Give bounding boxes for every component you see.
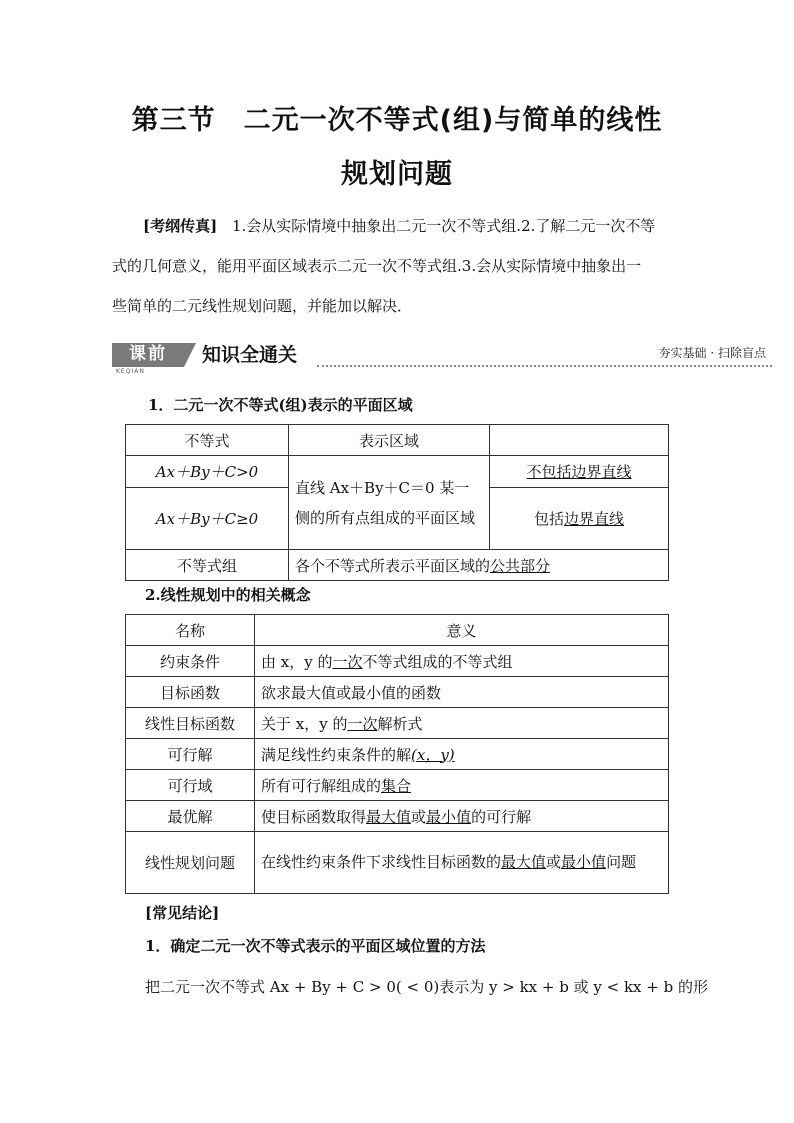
- header-inequality: 不等式: [126, 425, 289, 456]
- sec2-heading: 2.线性规划中的相关概念: [145, 586, 311, 604]
- meaning-pre: 由 x，y 的: [261, 652, 333, 671]
- header-empty: [490, 425, 669, 456]
- page-title-line2: 规划问题: [341, 159, 453, 190]
- concept-name: 线性规划问题: [126, 832, 255, 894]
- header-meaning: 意义: [255, 615, 669, 646]
- concept-meaning: [255, 739, 669, 770]
- meaning-pre: 使目标函数取得: [261, 807, 367, 826]
- table-row: [126, 708, 669, 739]
- meaning-pre: 满足线性约束条件的解: [261, 745, 412, 764]
- system-label: 不等式组: [126, 550, 289, 581]
- header-region: 表示区域: [289, 425, 490, 456]
- meaning-post: 解析式: [377, 714, 423, 733]
- conclusion-line: 把二元一次不等式 Ax + By + C > 0( < 0)表示为 y > kx + b 或 y < kx + b 的形: [145, 978, 708, 996]
- system-description: [289, 550, 669, 581]
- table-header-row: [126, 425, 669, 456]
- table-row: [126, 832, 669, 894]
- concept-name: 线性目标函数: [126, 708, 255, 739]
- concept-table: [125, 614, 669, 894]
- table-row: [126, 646, 669, 677]
- table-row: [126, 739, 669, 770]
- section-title: 知识全通关: [202, 344, 298, 366]
- table-row: [126, 456, 669, 488]
- meaning-underlined: (x，y): [411, 745, 455, 764]
- concept-meaning: [255, 801, 669, 832]
- include-boundary: [490, 488, 669, 550]
- section-badge-small: KEQIAN: [116, 368, 145, 375]
- system-desc-underlined: 公共部分: [490, 556, 551, 575]
- conclusion-tag: [常见结论]: [145, 904, 220, 922]
- concept-name: 约束条件: [126, 646, 255, 677]
- intro-line3: 些简单的二元线性规划问题，并能加以解决．: [112, 297, 413, 315]
- intro-text1: 1.会从实际情境中抽象出二元一次不等式组.2.了解二元一次不等: [231, 217, 656, 235]
- section-badge-arrow: [184, 343, 196, 367]
- meaning-pre: 关于 x，y 的: [261, 714, 348, 733]
- meaning-post: 不等式组成的不等式组: [362, 652, 513, 671]
- concept-meaning: [255, 708, 669, 739]
- meaning-mid: 或: [411, 807, 427, 826]
- meaning-pre: 欲求最大值或最小值的函数: [261, 683, 442, 702]
- section-subtitle: 夯实基础 · 扫除盲点: [658, 346, 766, 360]
- table-header-row: [126, 615, 669, 646]
- meaning-underlined: 一次: [332, 652, 363, 671]
- table-row: [126, 677, 669, 708]
- intro-tag: [考纲传真]: [143, 217, 218, 235]
- inequality-nonstrict: Ax＋By＋C≥0: [126, 488, 289, 550]
- concept-name: 目标函数: [126, 677, 255, 708]
- concept-name: 最优解: [126, 801, 255, 832]
- concept-meaning: [255, 832, 669, 894]
- include-boundary-pre: 包括: [533, 510, 564, 528]
- section-badge: 课前: [112, 343, 184, 367]
- inequality-strict: Ax＋By＋C>0: [126, 456, 289, 488]
- meaning-post: 问题: [606, 853, 637, 871]
- table-row: [126, 770, 669, 801]
- exclude-boundary-text: 不包括边界直线: [526, 463, 632, 481]
- intro-line1: [143, 206, 743, 246]
- table-row: [126, 550, 669, 581]
- meaning-post: 的可行解: [471, 807, 532, 826]
- meaning-underlined-2: 最小值: [426, 807, 472, 826]
- concept-name: 可行解: [126, 739, 255, 770]
- meaning-underlined-2: 最小值: [561, 853, 607, 871]
- exclude-boundary: [490, 456, 669, 488]
- section-bar: [112, 343, 772, 375]
- region-table: [125, 424, 669, 581]
- meaning-underlined: 最大值: [366, 807, 412, 826]
- meaning-pre: 在线性约束条件下求线性目标函数的: [261, 853, 502, 871]
- meaning-underlined: 最大值: [501, 853, 547, 871]
- concept-meaning: [255, 646, 669, 677]
- sec1-heading: 1．二元一次不等式(组)表示的平面区域: [148, 396, 413, 414]
- header-name: 名称: [126, 615, 255, 646]
- concept-meaning: [255, 770, 669, 801]
- concept-meaning: [255, 677, 669, 708]
- concept-name: 可行域: [126, 770, 255, 801]
- system-desc-pre: 各个不等式所表示平面区域的: [295, 556, 491, 575]
- region-description: 直线 Ax＋By＋C＝0 某一侧的所有点组成的平面区域: [289, 456, 490, 550]
- meaning-underlined: 集合: [381, 776, 412, 795]
- include-boundary-underlined: 边界直线: [564, 510, 625, 528]
- intro-line2: 式的几何意义，能用平面区域表示二元一次不等式组.3.会从实际情境中抽象出一: [112, 257, 642, 275]
- table-row: [126, 801, 669, 832]
- page-title-line1: 第三节 二元一次不等式(组)与简单的线性: [131, 105, 663, 136]
- conclusion-heading: 1．确定二元一次不等式表示的平面区域位置的方法: [145, 937, 486, 955]
- meaning-pre: 所有可行解组成的: [261, 776, 382, 795]
- section-divider: [317, 365, 772, 367]
- meaning-underlined: 一次: [347, 714, 378, 733]
- meaning-mid: 或: [546, 853, 562, 871]
